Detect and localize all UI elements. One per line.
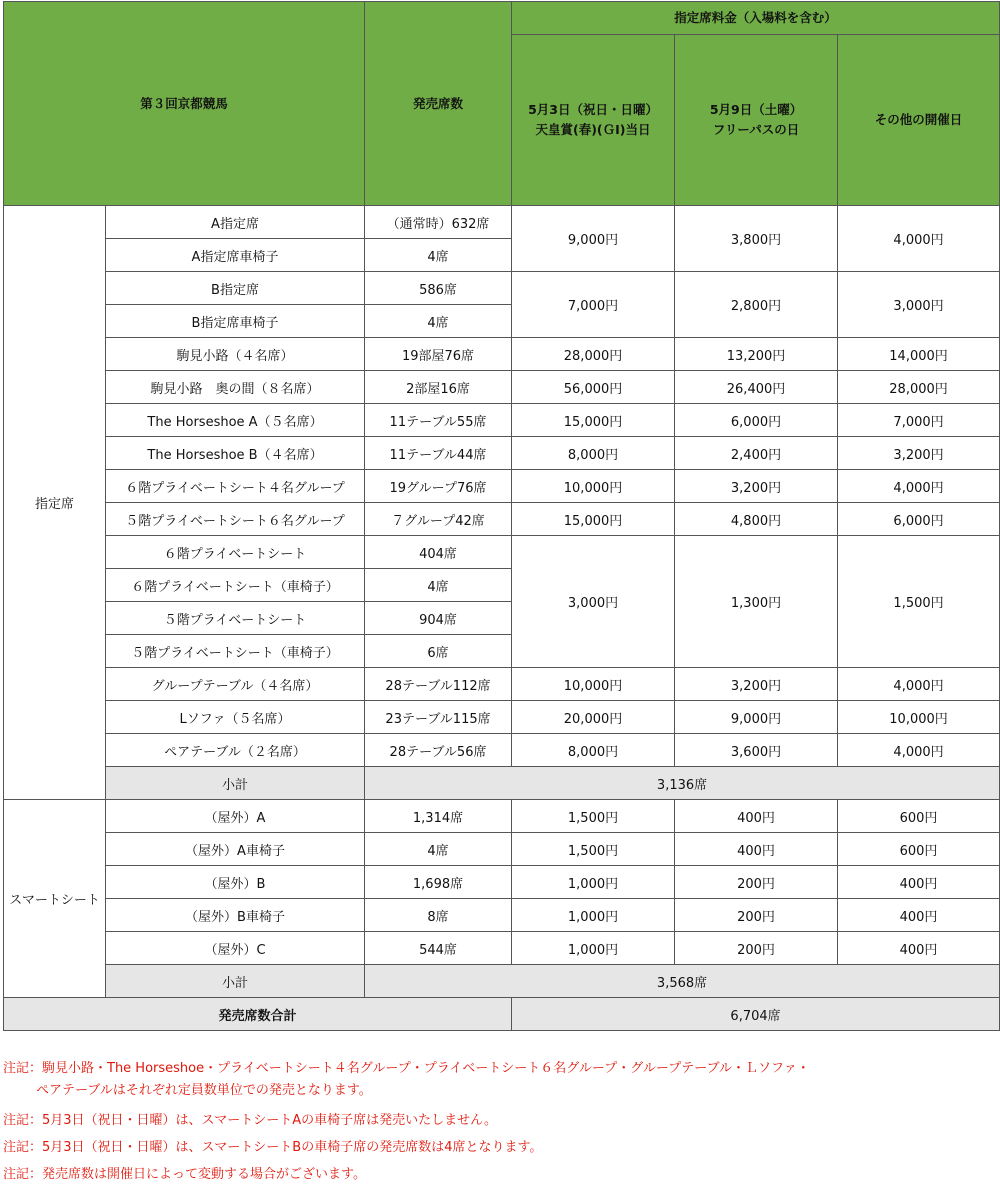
header-col-may3: 5月3日（祝日・日曜） 天皇賞(春)(ＧⅠ)当日 xyxy=(512,35,675,206)
note-1-continued: ペアテーブルはそれぞれ定員数単位での発売となります。 xyxy=(36,1083,372,1098)
row-seats: 4席 xyxy=(365,569,512,602)
price-may9: 6,000円 xyxy=(675,404,838,437)
subtotal-label-smart: 小計 xyxy=(106,965,365,998)
price-may9: 3,800円 xyxy=(675,206,838,272)
price-other: 400円 xyxy=(838,899,1000,932)
row-name: ５階プライベートシート xyxy=(106,602,365,635)
header-race-name: 第３回京都競馬 xyxy=(4,2,365,206)
row-name: The Horseshoe B（４名席） xyxy=(106,437,365,470)
header-seats-label: 発売席数 xyxy=(365,2,512,206)
price-may3: 8,000円 xyxy=(512,734,675,767)
price-other: 1,500円 xyxy=(838,536,1000,668)
price-may9: 9,000円 xyxy=(675,701,838,734)
note-3: 注記：5月3日（祝日・日曜）は、スマートシートBの車椅子席の発売席数は4席となります。 xyxy=(3,1140,543,1155)
section-label-reserved: 指定席 xyxy=(4,206,106,800)
price-may9: 26,400円 xyxy=(675,371,838,404)
price-may9: 3,200円 xyxy=(675,470,838,503)
row-name: ペアテーブル（２名席） xyxy=(106,734,365,767)
row-name: A指定席車椅子 xyxy=(106,239,365,272)
price-other: 4,000円 xyxy=(838,734,1000,767)
row-name: （屋外）A車椅子 xyxy=(106,833,365,866)
price-other: 4,000円 xyxy=(838,206,1000,272)
header-col-other: その他の開催日 xyxy=(838,35,1000,206)
price-other: 10,000円 xyxy=(838,701,1000,734)
subtotal-value-reserved: 3,136席 xyxy=(365,767,1000,800)
price-other: 3,000円 xyxy=(838,272,1000,338)
header-price-group: 指定席料金（入場料を含む） xyxy=(512,2,1000,35)
price-may3: 1,000円 xyxy=(512,866,675,899)
price-may9: 400円 xyxy=(675,833,838,866)
price-may3: 10,000円 xyxy=(512,470,675,503)
price-other: 6,000円 xyxy=(838,503,1000,536)
price-other: 4,000円 xyxy=(838,470,1000,503)
price-may9: 3,200円 xyxy=(675,668,838,701)
price-may9: 1,300円 xyxy=(675,536,838,668)
price-may9: 400円 xyxy=(675,800,838,833)
row-name: ６階プライベートシート４名グループ xyxy=(106,470,365,503)
price-may9: 200円 xyxy=(675,932,838,965)
row-seats: 11テーブル55席 xyxy=(365,404,512,437)
row-name: ５階プライベートシート（車椅子） xyxy=(106,635,365,668)
total-label: 発売席数合計 xyxy=(4,998,512,1031)
price-other: 400円 xyxy=(838,866,1000,899)
row-seats: 28テーブル56席 xyxy=(365,734,512,767)
price-may9: 200円 xyxy=(675,899,838,932)
price-may3: 1,500円 xyxy=(512,833,675,866)
price-may9: 13,200円 xyxy=(675,338,838,371)
row-seats: 19グループ76席 xyxy=(365,470,512,503)
note-2: 注記：5月3日（祝日・日曜）は、スマートシートAの車椅子席は発売いたしません。 xyxy=(3,1113,497,1128)
row-seats: 544席 xyxy=(365,932,512,965)
price-may9: 4,800円 xyxy=(675,503,838,536)
price-may3: 1,000円 xyxy=(512,932,675,965)
price-may3: 15,000円 xyxy=(512,404,675,437)
price-other: 400円 xyxy=(838,932,1000,965)
row-name: グループテーブル（４名席） xyxy=(106,668,365,701)
price-may9: 3,600円 xyxy=(675,734,838,767)
row-seats: 19部屋76席 xyxy=(365,338,512,371)
price-may9: 2,400円 xyxy=(675,437,838,470)
row-name: Lソファ（５名席） xyxy=(106,701,365,734)
price-may3: 56,000円 xyxy=(512,371,675,404)
price-other: 4,000円 xyxy=(838,668,1000,701)
row-seats: 4席 xyxy=(365,833,512,866)
row-name: The Horseshoe A（５名席） xyxy=(106,404,365,437)
row-seats: 8席 xyxy=(365,899,512,932)
seat-price-table xyxy=(3,1,1000,1031)
row-name: A指定席 xyxy=(106,206,365,239)
subtotal-label-reserved: 小計 xyxy=(106,767,365,800)
row-seats: 2部屋16席 xyxy=(365,371,512,404)
notes xyxy=(3,1058,999,1186)
row-seats: 586席 xyxy=(365,272,512,305)
price-other: 3,200円 xyxy=(838,437,1000,470)
price-may3: 7,000円 xyxy=(512,272,675,338)
row-seats: 1,314席 xyxy=(365,800,512,833)
price-may3: 8,000円 xyxy=(512,437,675,470)
price-may3: 9,000円 xyxy=(512,206,675,272)
price-may3: 3,000円 xyxy=(512,536,675,668)
price-may3: 1,000円 xyxy=(512,899,675,932)
price-may9: 200円 xyxy=(675,866,838,899)
row-name: 駒見小路（４名席） xyxy=(106,338,365,371)
row-seats: 28テーブル112席 xyxy=(365,668,512,701)
row-seats: 6席 xyxy=(365,635,512,668)
header-col-may9: 5月9日（土曜） フリーパスの日 xyxy=(675,35,838,206)
price-may3: 15,000円 xyxy=(512,503,675,536)
row-seats: 904席 xyxy=(365,602,512,635)
row-name: ５階プライベートシート６名グループ xyxy=(106,503,365,536)
price-other: 14,000円 xyxy=(838,338,1000,371)
price-other: 7,000円 xyxy=(838,404,1000,437)
row-seats: 23テーブル115席 xyxy=(365,701,512,734)
price-other: 600円 xyxy=(838,800,1000,833)
section-label-smart: スマートシート xyxy=(4,800,106,998)
row-name: ６階プライベートシート（車椅子） xyxy=(106,569,365,602)
row-name: （屋外）B車椅子 xyxy=(106,899,365,932)
row-seats: 1,698席 xyxy=(365,866,512,899)
subtotal-value-smart: 3,568席 xyxy=(365,965,1000,998)
price-may9: 2,800円 xyxy=(675,272,838,338)
price-other: 28,000円 xyxy=(838,371,1000,404)
note-1: 注記：駒見小路・The Horseshoe・プライベートシート４名グループ・プライベートシート６名グループ・グループテーブル・Ｌソファ・ xyxy=(3,1061,810,1076)
price-may3: 10,000円 xyxy=(512,668,675,701)
row-name: （屋外）C xyxy=(106,932,365,965)
row-seats: ７グループ42席 xyxy=(365,503,512,536)
row-name: ６階プライベートシート xyxy=(106,536,365,569)
price-other: 600円 xyxy=(838,833,1000,866)
row-name: B指定席車椅子 xyxy=(106,305,365,338)
price-may3: 20,000円 xyxy=(512,701,675,734)
row-seats: 4席 xyxy=(365,239,512,272)
row-name: （屋外）B xyxy=(106,866,365,899)
row-name: 駒見小路 奥の間（８名席） xyxy=(106,371,365,404)
row-seats: 11テーブル44席 xyxy=(365,437,512,470)
price-may3: 28,000円 xyxy=(512,338,675,371)
row-name: B指定席 xyxy=(106,272,365,305)
total-value: 6,704席 xyxy=(512,998,1000,1031)
row-seats: 404席 xyxy=(365,536,512,569)
note-4: 注記：発売席数は開催日によって変動する場合がございます。 xyxy=(3,1167,366,1182)
row-seats: （通常時）632席 xyxy=(365,206,512,239)
price-may3: 1,500円 xyxy=(512,800,675,833)
row-name: （屋外）A xyxy=(106,800,365,833)
row-seats: 4席 xyxy=(365,305,512,338)
